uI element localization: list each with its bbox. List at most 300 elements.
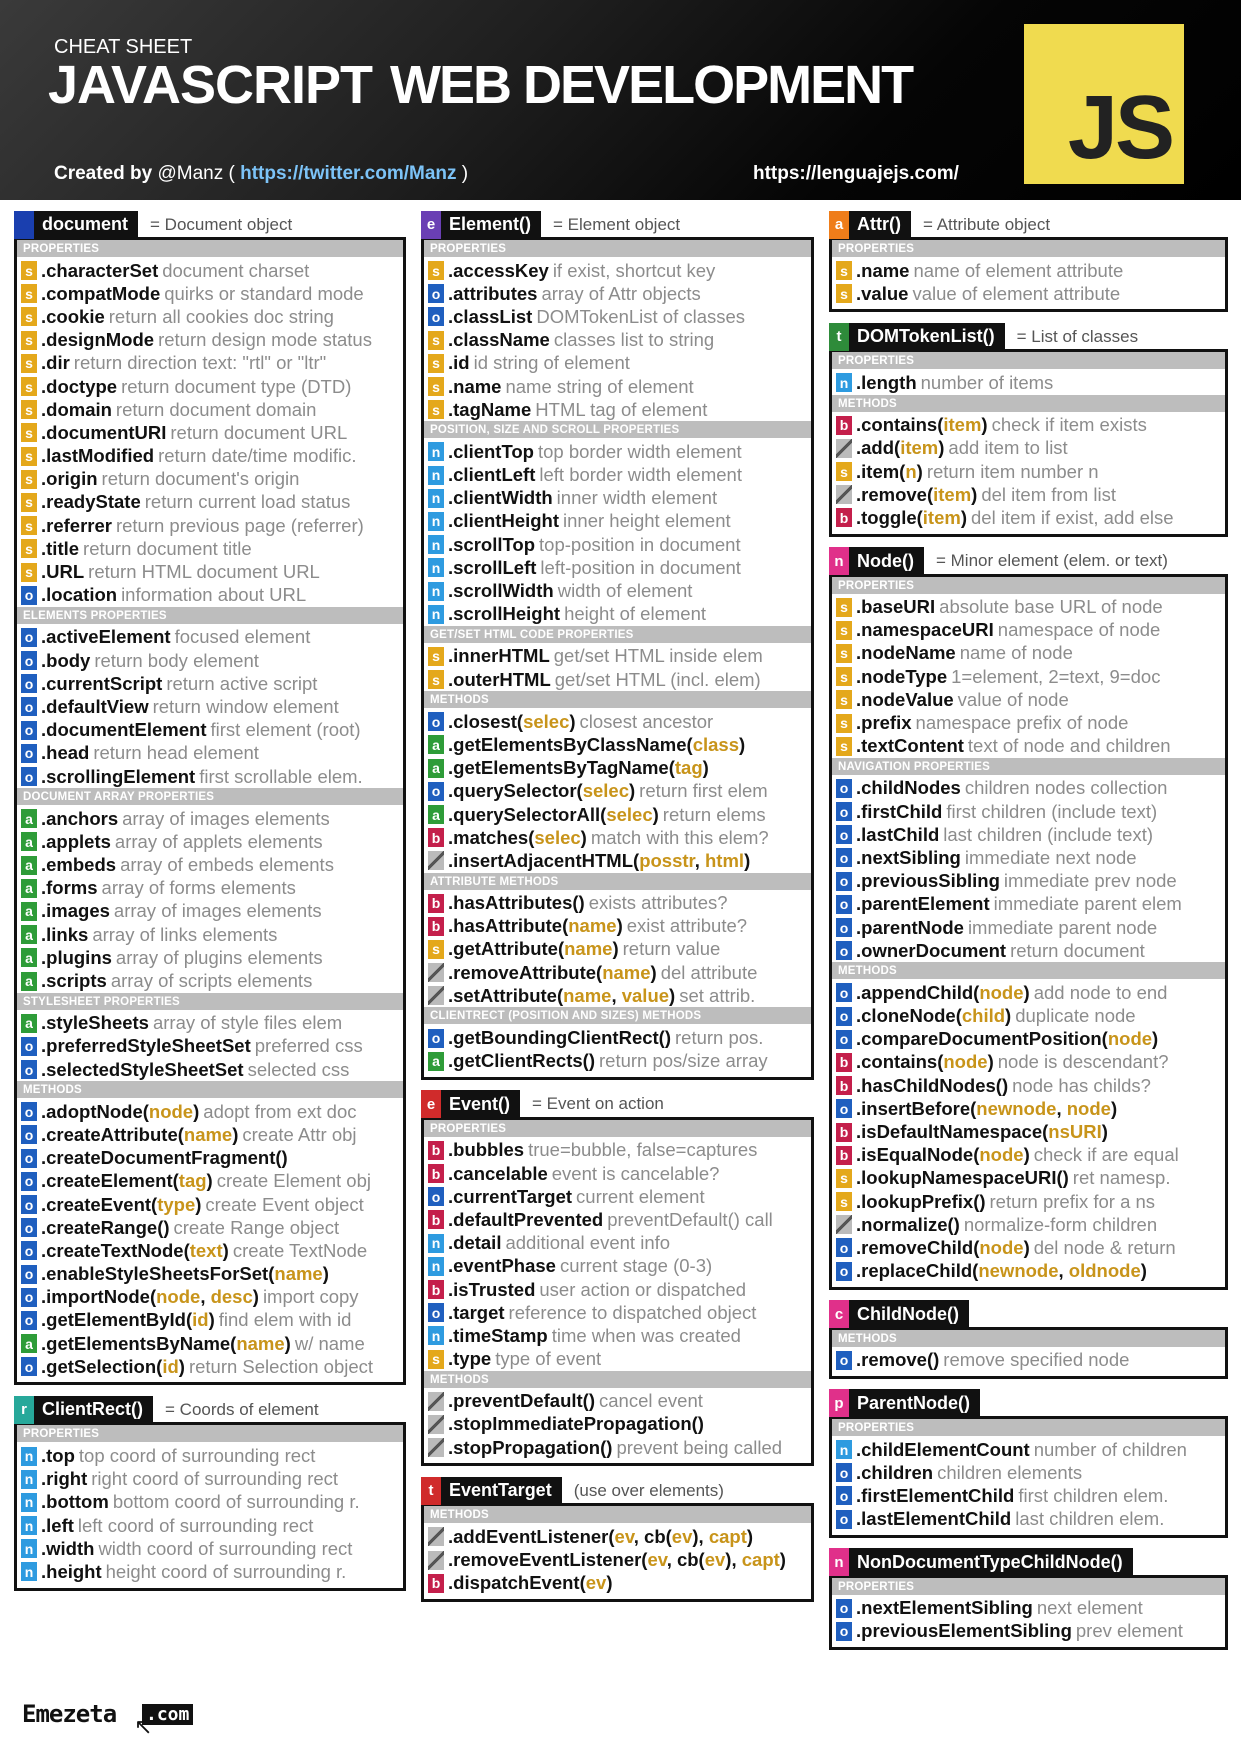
card-title-box [421,211,541,239]
list-item [21,584,399,607]
member-text: .setAttribute( [448,984,564,1006]
param-name: ev [585,1572,607,1594]
member-name: .anchors [41,807,119,829]
member-description: name string of element [505,375,694,397]
member-name [448,711,576,733]
type-badge-b-icon: b [836,1146,852,1165]
list-item [21,672,399,695]
list-item [836,596,1221,619]
param-name: name [564,938,613,960]
param-name: node [1107,1028,1153,1050]
member-description: exist attribute? [626,915,748,937]
type-badge-a-icon: a [428,1052,444,1071]
type-badge-s-icon: s [21,400,37,419]
member-text: .adoptNode( [41,1100,149,1122]
member-name: .origin [41,468,98,490]
member-description: return item number n [926,460,1099,482]
cursor-icon: ↖ [134,1714,153,1739]
member-name: .nodeName [856,642,956,664]
list-item [836,414,1221,437]
list-item [21,1058,399,1081]
type-badge-n-icon: n [428,535,444,554]
type-badge-a-icon: a [428,805,444,824]
member-description: array of applets elements [114,830,323,852]
list-item [21,1239,399,1262]
type-badge-o-icon: o [21,1218,37,1237]
member-name: .nextSibling [856,846,961,868]
member-description: first children elem. [1018,1484,1169,1506]
card-title-box [829,1548,1133,1576]
section-items [832,1347,1225,1372]
member-description: width coord of surrounding rect [98,1537,353,1559]
member-description: document charset [162,259,310,281]
list-item [21,352,399,375]
member-description: array of plugins elements [115,946,323,968]
member-text: , [200,1286,211,1308]
section-header: METHODS [17,1081,403,1098]
member-description: prevent being called [616,1436,783,1458]
section-items [424,257,811,421]
member-name: .domain [41,398,112,420]
type-badge-o-icon: o [21,744,37,763]
member-name: .lookupPrefix() [856,1190,986,1212]
member-name [448,1526,753,1548]
card-header [421,1092,814,1120]
member-text: .cloneNode( [856,1005,962,1027]
author-handle: @Manz [157,163,224,184]
member-name: .lastElementChild [856,1508,1012,1530]
member-description: array of Attr objects [541,282,701,304]
list-item [21,765,399,788]
member-description: closest ancestor [579,710,714,732]
member-name [856,507,967,529]
type-badge-a-icon: a [428,735,444,754]
member-name: .clientHeight [448,510,560,532]
list-item [21,329,399,352]
list-item [428,826,807,849]
list-item [21,1286,399,1309]
member-description: w/ name [294,1332,365,1354]
member-description: name of node [959,642,1073,664]
card-title-box [14,1396,153,1424]
member-text: .add( [856,437,901,459]
type-badge-s-icon: s [21,284,37,303]
card-name: Element() [449,214,532,234]
member-name: .namespaceURI [856,619,994,641]
member-name: .images [41,900,110,922]
list-item [21,969,399,992]
type-badge-o-icon: o [836,1099,852,1118]
list-item [836,460,1221,483]
member-text: ) [960,506,968,528]
type-badge-a-icon: a [21,832,37,851]
member-name [448,962,657,984]
section-items [17,1442,403,1583]
card-header [829,549,1228,577]
member-name: .stopImmediatePropagation() [448,1413,704,1435]
section-header: METHODS [832,962,1225,979]
member-name: .lookupNamespaceURI() [856,1167,1069,1189]
param-name: name [183,1123,233,1145]
section-header: CLIENTRECT (POSITION AND SIZES) METHODS [424,1007,811,1024]
param-name: n [905,460,917,482]
member-name: .outerHTML [448,668,551,690]
member-description: return pos. [675,1027,764,1049]
type-badge-o-icon: o [21,1195,37,1214]
type-badge-o-icon: o [836,1599,852,1618]
card-title-box [421,1477,562,1505]
list-item [836,846,1221,869]
member-text: ) [322,1263,329,1285]
js-logo [1024,24,1184,184]
credits-line [54,163,468,185]
member-text: .querySelector( [448,780,583,802]
section-header: METHODS [424,691,811,708]
member-description: number of children [1033,1438,1187,1460]
type-badge-o-icon: o [21,1125,37,1144]
member-name [856,1121,1108,1143]
card-header [14,212,406,240]
param-name: node [1066,1097,1111,1119]
param-name: value [621,984,670,1006]
list-item [21,1170,399,1193]
member-description: return direction text: "rtl" or "ltr" [73,352,327,374]
member-description: first element (root) [210,719,361,741]
card-document [14,212,406,1385]
list-item [836,893,1221,916]
list-item [428,1050,807,1073]
member-name: .length [856,371,917,393]
member-name: .embeds [41,854,117,876]
section-items [17,624,403,788]
type-badge-s-icon: s [428,354,444,373]
type-badge-b-icon: b [428,1280,444,1299]
type-badge-a-icon: a [21,972,37,991]
card-title-box [829,1389,980,1417]
member-name: .title [41,537,80,559]
member-description: import copy [262,1286,359,1308]
member-text: ) [195,1193,202,1215]
type-badge-o-icon: o [836,918,852,937]
member-name: .ownerDocument [856,939,1007,961]
member-text: .importNode( [41,1286,157,1308]
type-badge-o-icon: o [836,779,852,798]
list-item [21,742,399,765]
member-description: namespace of node [997,619,1161,641]
twitter-link[interactable]: https://twitter.com/Manz [240,163,457,184]
card-title-box [829,547,924,575]
member-name: .eventPhase [448,1255,556,1277]
type-badge-o-icon: o [836,872,852,891]
list-item [428,1185,807,1208]
list-item [21,1263,399,1286]
member-name [448,804,659,826]
member-description: return active script [166,672,318,694]
type-badge-s-icon: s [428,377,444,396]
member-description: ret namesp. [1072,1167,1171,1189]
member-description: return document URL [170,421,348,443]
section-header: GET/SET HTML CODE PROPERTIES [424,626,811,643]
card-eventtarget [421,1478,814,1602]
member-name: .characterSet [41,259,159,281]
member-name [448,827,587,849]
member-description: time when was created [551,1324,741,1346]
member-name: .name [856,259,910,281]
member-name: .parentElement [856,893,990,915]
list-item [428,282,807,305]
type-badge-n-icon: n [428,466,444,485]
member-name [41,1333,291,1355]
section-header: METHODS [424,1506,811,1523]
member-description: check if item exists [991,414,1147,436]
member-name: .firstChild [856,800,943,822]
member-name [856,414,988,436]
footer-brand [22,1700,190,1739]
member-description: return document domain [115,398,317,420]
member-text: ) [1101,1121,1108,1143]
param-name: name [274,1263,323,1285]
member-name: .firstElementChild [856,1484,1015,1506]
member-description: node is descendant? [997,1051,1169,1073]
type-badge-n-icon: n [21,1562,37,1581]
type-badge-s-icon: s [21,354,37,373]
list-item [21,537,399,560]
member-description: return pos/size array [599,1050,768,1072]
member-description: first children (include text) [946,800,1158,822]
list-item [21,1309,399,1332]
member-name [856,484,977,506]
type-badge-n-icon: n [428,1257,444,1276]
param-name: item [933,483,972,505]
type-badge-v-icon [428,963,444,982]
member-text: .createElement( [41,1170,179,1192]
column-3 [829,212,1228,1662]
member-name: .left [41,1514,74,1536]
list-item [21,259,399,282]
member-description: inner height element [563,510,731,532]
type-badge-o-icon: o [428,307,444,326]
type-badge-o-icon: o [836,1351,852,1370]
paren-open: ( [223,163,235,184]
card-description: = Element object [553,214,681,234]
member-description: selected css [247,1058,350,1080]
list-item [836,800,1221,823]
member-text: ) [981,414,988,436]
member-text: ) [208,1309,215,1331]
member-name: .scrollLeft [448,556,537,578]
type-badge-n-icon: n [836,373,852,392]
type-badge-v-icon [836,439,852,458]
section-items [832,775,1225,963]
list-item [428,1436,807,1459]
member-description: user action or dispatched [539,1278,747,1300]
card-type-icon: e [421,211,441,239]
param-name: ev [704,1549,726,1571]
type-badge-s-icon: s [21,470,37,489]
member-text: .contains( [856,414,944,436]
member-description: prev element [1075,1620,1183,1642]
member-name [448,1572,613,1594]
list-item [836,711,1221,734]
section-header: METHODS [832,395,1225,412]
type-badge-o-icon: o [21,767,37,786]
param-name: html [705,849,745,871]
member-name: .classList [448,305,533,327]
member-description: adopt from ext doc [203,1100,357,1122]
type-badge-s-icon: s [836,261,852,280]
member-name: .getBoundingClientRect() [448,1027,672,1049]
member-text: , [1056,1097,1067,1119]
member-name [41,1240,229,1262]
list-item [836,1005,1221,1028]
param-name: name [563,984,612,1006]
member-description: children nodes collection [964,777,1168,799]
list-item [836,1484,1221,1507]
section-items [17,257,403,607]
member-name: .URL [41,561,85,583]
list-item [428,579,807,602]
member-description: return previous page (referrer) [115,514,364,536]
member-name: .hasAttributes() [448,892,585,914]
member-name: .attributes [448,282,538,304]
list-item [836,371,1221,394]
type-badge-s-icon: s [21,261,37,280]
member-name: .documentURI [41,421,167,443]
member-description: cancel event [599,1390,703,1412]
member-description: immediate parent elem [993,893,1182,915]
member-name: .location [41,584,118,606]
member-text: ) [652,803,659,825]
card-description: = Event on action [532,1094,664,1114]
member-name: .clientTop [448,440,534,462]
member-text: .removeChild( [856,1236,980,1258]
param-name: node [979,981,1024,1003]
member-description: last children elem. [1015,1508,1165,1530]
list-item [428,1348,807,1371]
member-name: .isTrusted [448,1278,536,1300]
member-text: ) [628,780,636,802]
member-description: immediate parent node [967,916,1158,938]
member-name: .clientLeft [448,464,536,486]
section-header: PROPERTIES [424,1120,811,1137]
type-badge-s-icon: s [428,940,444,959]
list-item [21,305,399,328]
card-type-icon: c [829,1300,849,1328]
section-header: PROPERTIES [17,240,403,257]
member-text: .createTextNode( [41,1239,190,1261]
list-item [428,915,807,938]
param-name: oldnode [1068,1260,1141,1282]
card-type-icon: p [829,1389,849,1417]
list-item [428,440,807,463]
member-text: .replaceChild( [856,1260,979,1282]
list-item [836,665,1221,688]
param-name: posstr [639,849,695,871]
title-part-1: JAVASCRIPT [48,55,373,115]
type-badge-o-icon: o [836,895,852,914]
type-badge-s-icon: s [21,331,37,350]
type-badge-o-icon: o [428,284,444,303]
member-name: .nodeValue [856,688,954,710]
type-badge-n-icon: n [428,582,444,601]
type-badge-o-icon: o [21,586,37,605]
card-name: ChildNode() [857,1303,959,1324]
list-item [836,1051,1221,1074]
section-items [832,979,1225,1282]
list-item [21,445,399,468]
member-name [856,437,944,459]
member-name [41,1194,201,1216]
member-name [448,915,623,937]
member-text: ) [284,1332,291,1354]
list-item [21,1444,399,1467]
member-description: current element [576,1185,705,1207]
list-item [428,938,807,961]
member-text: , [611,984,622,1006]
type-badge-v-icon [428,1415,444,1434]
list-item [21,1123,399,1146]
type-badge-s-icon: s [21,307,37,326]
type-badge-o-icon: o [21,1102,37,1121]
member-name [41,1309,215,1331]
list-item [836,259,1221,282]
card-clientrect [14,1397,406,1590]
type-badge-a-icon: a [21,1334,37,1353]
member-name: .designMode [41,329,155,351]
list-item [836,981,1221,1004]
member-text: , cb( [633,1525,672,1547]
list-item [21,398,399,421]
member-name: .links [41,923,89,945]
list-item [428,305,807,328]
param-name: selec [606,803,653,825]
member-name: .bubbles [448,1139,525,1161]
list-item [428,1162,807,1185]
list-item [21,830,399,853]
member-name: .styleSheets [41,1012,149,1034]
member-description: array of style files elem [152,1012,343,1034]
member-name: .prefix [856,712,912,734]
member-description: immediate prev node [1003,870,1177,892]
type-badge-a-icon: a [21,879,37,898]
type-badge-n-icon: n [428,605,444,624]
member-name: .stopPropagation() [448,1436,613,1458]
member-name: .innerHTML [448,645,550,667]
list-item [836,506,1221,529]
type-badge-b-icon: b [428,828,444,847]
list-item [21,1216,399,1239]
section-header: PROPERTIES [832,352,1225,369]
site-link[interactable]: https://lenguajejs.com/ [753,163,959,184]
type-badge-o-icon: o [836,802,852,821]
card-parentnode [829,1391,1228,1538]
list-item [836,1349,1221,1372]
list-item [21,491,399,514]
section-header: ELEMENTS PROPERTIES [17,607,403,624]
member-text: ) [580,826,587,848]
card-title-box [14,211,138,239]
card-type-icon: n [829,547,849,575]
member-text: .toggle( [856,506,923,528]
type-badge-o-icon: o [21,1037,37,1056]
member-name: .lastModified [41,445,155,467]
card-description: = Coords of element [165,1399,319,1419]
type-badge-o-icon: o [21,674,37,693]
member-text: .getAttribute( [448,938,565,960]
param-name: node [943,1051,988,1073]
member-description: node has childs? [1012,1074,1151,1096]
member-text: .matches( [448,826,535,848]
